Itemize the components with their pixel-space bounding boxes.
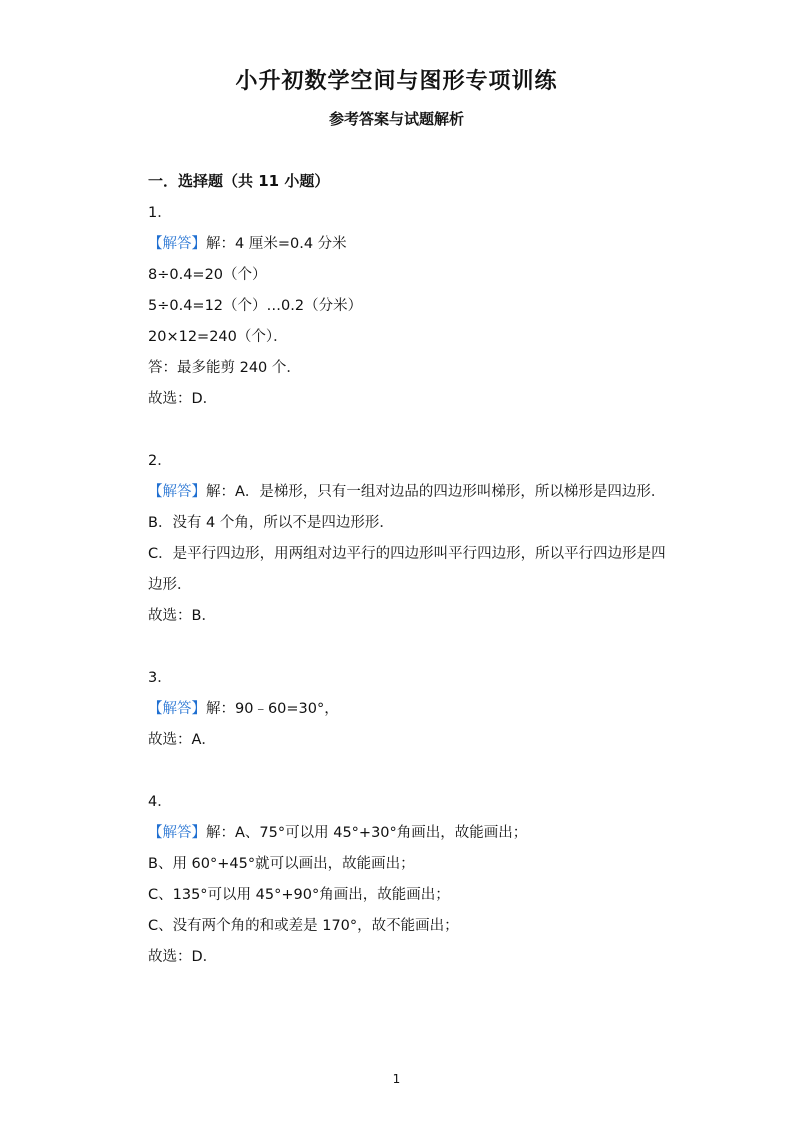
question-3-number: 3．: [148, 670, 172, 686]
spacer: [148, 415, 678, 446]
question-2-number: 2．: [148, 453, 172, 469]
answer-tag: 【解答】: [148, 701, 206, 717]
question-1-choice: 故选：D．: [148, 391, 218, 407]
question-1-line-2: 8÷0.4=20（个）: [148, 267, 267, 283]
question-1-line-4: 20×12=240（个）．: [148, 329, 288, 345]
answer-tag: 【解答】: [148, 484, 206, 500]
question-3-text: 解：90﹣60=30°，: [206, 701, 339, 717]
question-1-answer-line: [148, 229, 678, 260]
question-4-text: 解：A、75°可以用 45°+30°角画出，故能画出；: [206, 825, 528, 841]
question-1-line-5: 答：最多能剪 240 个．: [148, 360, 301, 376]
document-title: 小升初数学空间与图形专项训练: [235, 69, 558, 94]
section-heading: 一．选择题（共 11 小题）: [148, 172, 330, 190]
question-4-line-3: C、135°可以用 45°+90°角画出，故能画出；: [148, 887, 450, 903]
question-3-answer-line: [148, 694, 678, 725]
question-4-line-2: B、用 60°+45°就可以画出，故能画出；: [148, 856, 415, 872]
answer-tag: 【解答】: [148, 825, 206, 841]
question-2-text: 解：A．是梯形，只有一组对边品的四边形叫梯形，所以梯形是四边形．: [206, 484, 666, 500]
spacer: [148, 756, 678, 787]
question-1-line-3: 5÷0.4=12（个）…0.2（分米）: [148, 298, 363, 314]
question-2-answer-line: [148, 477, 678, 508]
question-4-choice: 故选：D．: [148, 949, 218, 965]
document-subtitle: 参考答案与试题解析: [328, 110, 464, 128]
question-2-choice: 故选：B．: [148, 608, 216, 624]
page-number: 1: [392, 1072, 401, 1086]
answers-content: [148, 198, 678, 973]
question-3-choice: 故选：A．: [148, 732, 216, 748]
question-1-text: 解：4 厘米=0.4 分米: [206, 236, 347, 252]
answer-tag: 【解答】: [148, 236, 206, 252]
question-2-line-2: B．没有 4 个角，所以不是四边形形．: [148, 515, 394, 531]
spacer: [148, 632, 678, 663]
question-4-answer-line: [148, 818, 678, 849]
question-2-line-3: C．是平行四边形，用两组对边平行的四边形叫平行四边形，所以平行四边形是四边形．: [148, 546, 666, 593]
question-1-number: 1．: [148, 205, 172, 221]
question-4-number: 4．: [148, 794, 172, 810]
question-4-line-4: C、没有两个角的和或差是 170°，故不能画出；: [148, 918, 459, 934]
